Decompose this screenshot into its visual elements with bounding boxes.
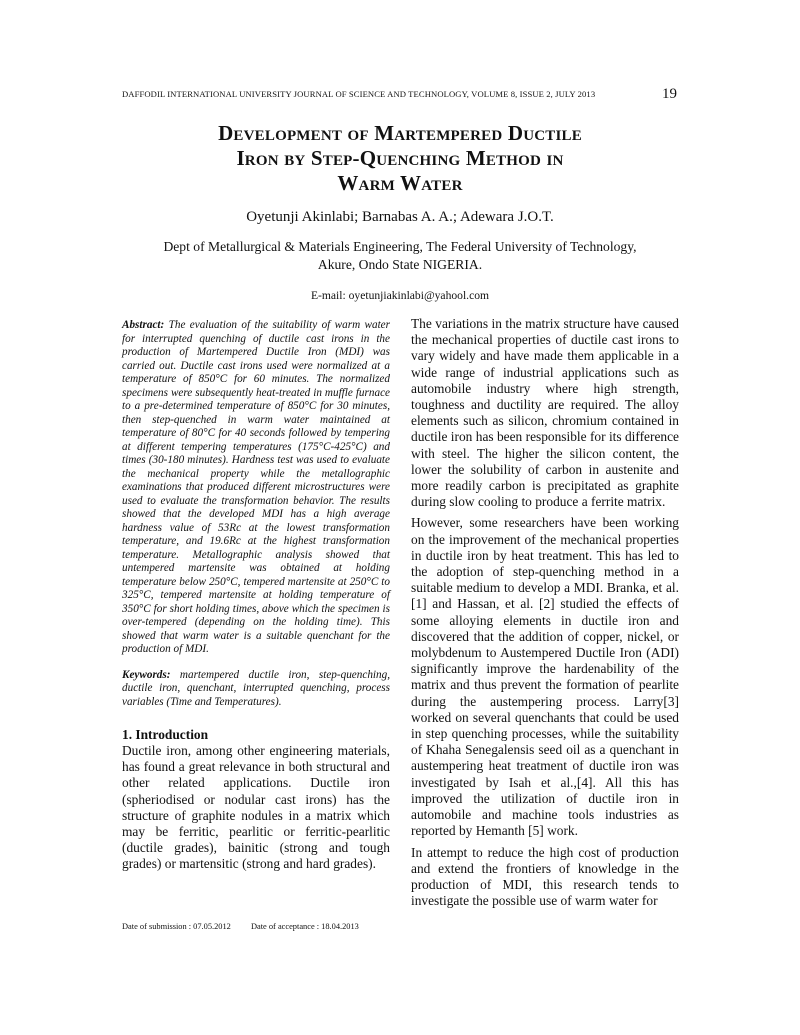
title-line-1: Development of Martempered Ductile [218, 121, 582, 145]
body-paragraph-3: In attempt to reduce the high cost of production and extend the frontiers of knowledge in the production of MDI, this research tends to investigate the possible use of warm water for [411, 844, 679, 909]
journal-running-head: DAFFODIL INTERNATIONAL UNIVERSITY JOURNAL OF SCIENCE AND TECHNOLOGY, VOLUME 8, ISSUE 2, JULY 2013 [122, 89, 596, 99]
title-line-3: Warm Water [337, 171, 463, 195]
acceptance-date: Date of acceptance : 18.04.2013 [250, 922, 359, 931]
submission-dates [122, 922, 359, 931]
paper-title [122, 121, 678, 196]
abstract-label: Abstract: [122, 319, 165, 331]
introduction-paragraph: Ductile iron, among other engineering materials, has found a great relevance in both structural and other related applications. Ductile iron (spheriodised or nodular cast irons) has the structure of graphite nodules in a matrix which may be ferritic, pearlitic or ferritic-pearlitic (ductile grades), bainitic (strong and tough grades) or martensitic (strong and hard grades). [122, 743, 390, 872]
abstract-text: The evaluation of the suitability of warm water for interrupted quenching of ductile cast irons in the production of Martempered Ductile Iron (MDI) was carried out. Ductile cast irons used were normalized at a temperature of 850°C for 60 minutes. The normalized specimens were subsequently heat-treated in muffle furnace to a pre-determined temperature of 850°C for 30 minutes, then step-quenched in warm water maintained at temperature of 80°C for 40 seconds followed by tempering at different tempering temperatures (175°C-425°C) and times (30-180 minutes). Hardness test was used to evaluate the mechanical property while the metallographic examinations that produced different microstructures were used to evaluate the transformation behavior. The results showed that the developed MDI has a high average hardness value of 53Rc at the lowest transformation temperature, and 19.6Rc at the highest transformation temperature. Metallographic analysis showed that untempered martensite was obtained at holding temperature below 250°C, tempered martensite at 250°C to 325°C, tempered martensite at holding temperature of 350°C for short holding times, above which the specimen is over-tempered (depending on the holding time). This showed that warm water is a suitable quenchant for the production of MDI. [122, 319, 390, 655]
keywords-label: Keywords: [122, 668, 171, 681]
page-number: 19 [662, 86, 677, 102]
title-line-2: Iron by Step-Quenching Method in [236, 146, 564, 170]
body-paragraph-1: The variations in the matrix structure have caused the mechanical properties of ductile cast irons to vary widely and have made them applicable in a wide range of industrial applications such as automobile industry where high strength, toughness and ductility are required. The alloy elements such as silicon, chromium contained in ductile iron has been responsible for its difference with steel. The higher the silicon content, the lower the solubility of carbon in austenite and more readily carbon is precipitated as graphite during slow cooling to produce a ferrite matrix. [411, 316, 679, 510]
contact-email: E-mail: oyetunjiakinlabi@yahool.com [310, 289, 490, 302]
affiliation [122, 238, 678, 274]
abstract [122, 319, 390, 657]
keywords-text: martempered ductile iron, step-quenching, ductile iron, quenchant, interrupted quenching, process variables (Time and Temperatures). [122, 668, 391, 708]
section-heading-introduction: 1. Introduction [122, 727, 209, 742]
left-column [122, 316, 390, 873]
author-list: Oyetunji Akinlabi; Barnabas A. A.; Adewara J.O.T. [246, 209, 554, 225]
submission-date: Date of submission : 07.05.2012 [122, 922, 231, 931]
affiliation-line-2: Akure, Ondo State NIGERIA. [317, 257, 483, 272]
affiliation-line-1: Dept of Metallurgical & Materials Engineering, The Federal University of Technology, [163, 239, 637, 254]
keywords [122, 669, 390, 710]
body-paragraph-2: However, some researchers have been working on the improvement of the mechanical properties in ductile iron by heat treatment. This has led to the adoption of step-quenching method in a suitable medium to develop a MDI. Branka, et al. [1] and Hassan, et al. [2] studied the effects of some alloying elements in ductile iron and discovered that the addition of copper, nickel, or molybdenum to Austempered Ductile Iron (ADI) significantly improve the hardenability of the matrix and thus prevent the formation of pearlite during the austempering process. Larry[3] worked on several quenchants that could be used in step quenching processes, while the suitability of Khaha Senegalensis seed oil as a quenchant in austempering heat treatment of ductile iron was investigated by Isah et al.,[4]. All this has improved the utilization of ductile iron in automobile and machine tools industries as reported by Hemanth [5] work. [411, 515, 679, 839]
right-column [411, 316, 679, 914]
